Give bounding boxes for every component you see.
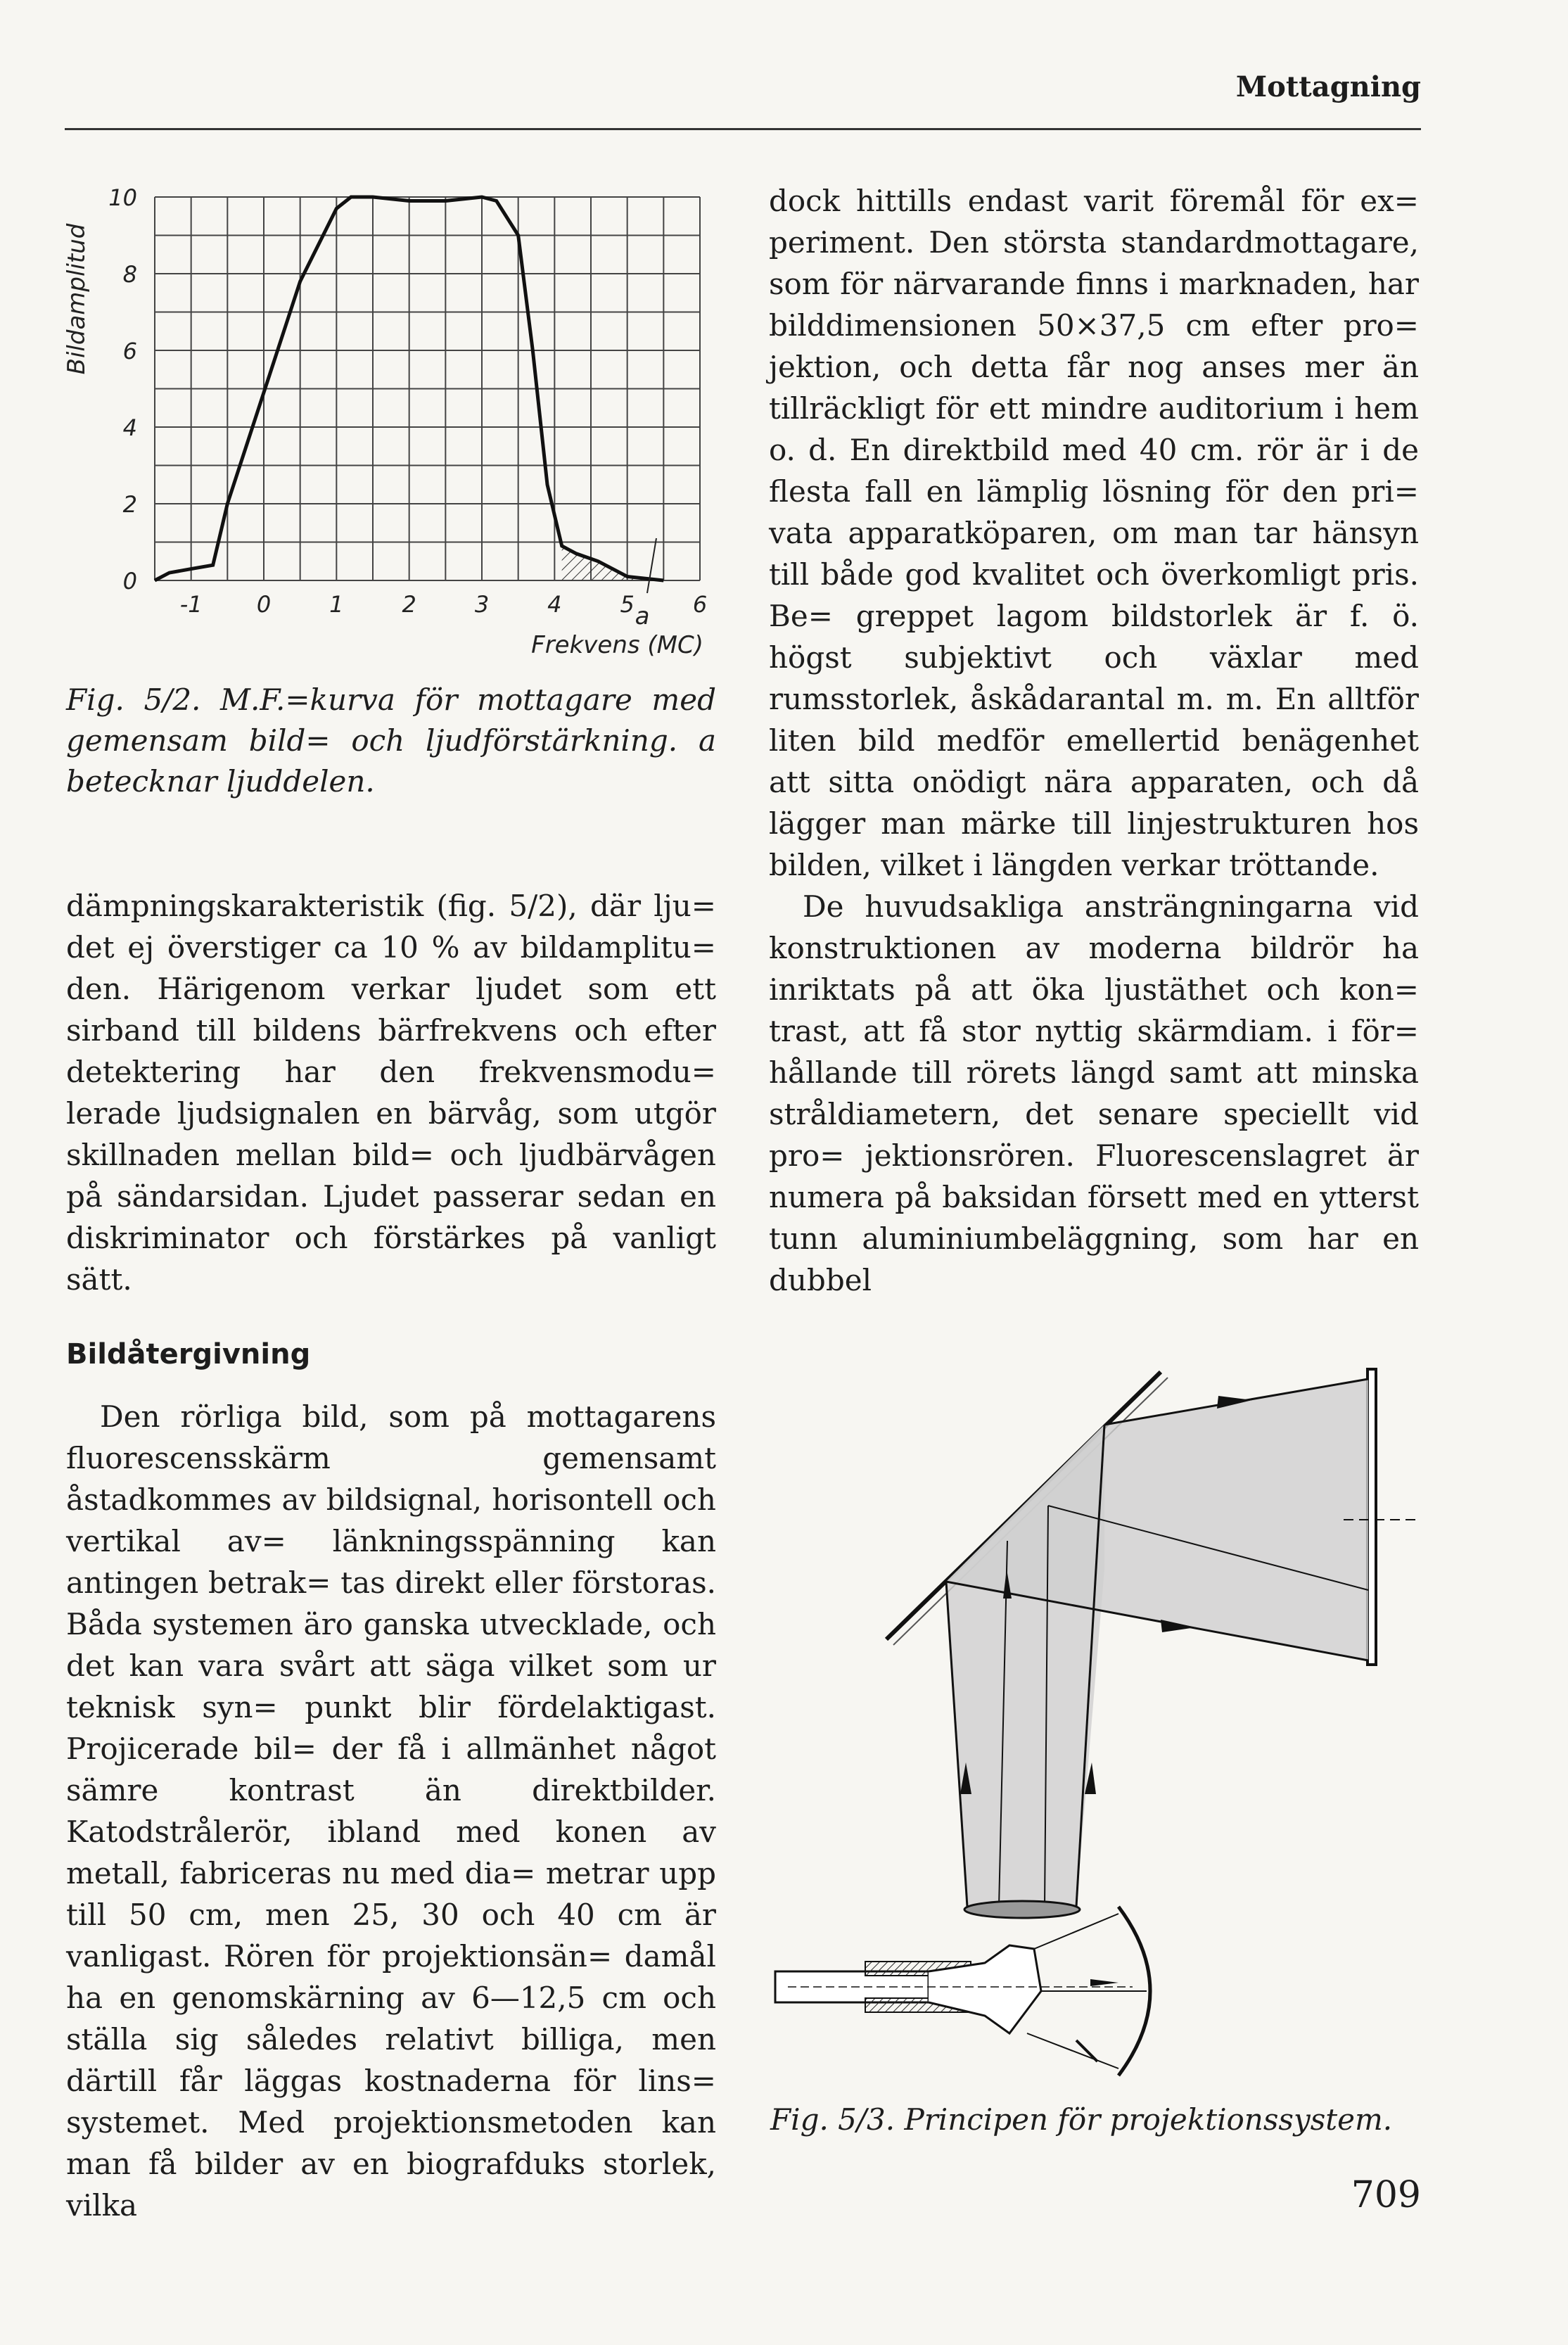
y-tick-label: 8: [122, 261, 137, 288]
x-tick-label: 1: [329, 591, 344, 618]
y-axis-label: Bildamplitud: [63, 223, 91, 375]
fig-5-2-chart: [28, 158, 732, 665]
running-head: Mottagning: [1235, 70, 1421, 103]
y-tick-label: 2: [122, 491, 137, 518]
annotation-a-pointer: [647, 538, 656, 593]
crt-cone: [929, 1945, 1041, 2033]
y-tick-labels: [108, 184, 137, 595]
paragraph: Den rörliga bild, som på mottagarens fluorescensskärm gemensamt åstadkommes av bildsignal, horisontell och vertikal av= länkningsspänning kan antingen betrak= tas direkt eller förstoras. Båda systemen äro ganska utvecklade, och det kan vara svårt att säga vilket som ur teknisk syn= punkt blir fördelaktigast. Projicerade bil= der få i allmänhet något sämre kontrast än direktbilder. Katodstrålerör, ibland med konen av metall, fabriceras nu med dia= metrar upp till 50 cm, men 25, 30 och 40 cm är vanligast. Rören för projektionsän= damål ha en genomskärning av 6—12,5 cm och ställa sig således relativt billiga, men därtill får läggas kostnaderna för lins= systemet. Med projektionsmetoden kan man få bilder av en biografduks storlek, vilka: [66, 1399, 716, 2223]
annotation-a: a: [635, 602, 650, 630]
x-tick-label: 0: [256, 591, 272, 618]
y-tick-label: 6: [122, 338, 137, 364]
paragraph: De huvudsakliga ansträngningarna vid konstruktionen av moderna bildrör ha inriktats på att öka ljustäthet och kon= trast, att få stor nyttig skärmdiam. i för= hållande till rörets längd samt att minska stråldiametern, det senare speciellt vid pro= jektionsrören. Fluorescenslagret är numera på baksidan försett med en ytterst tunn aluminiumbeläggning, som har en dubbel: [769, 889, 1419, 1297]
fig-5-2-caption: Fig. 5/2. M.F.=kurva för mottagare med gemensam bild= och ljudförstärkning. a betecknar ljuddelen.: [66, 682, 716, 799]
section-heading: Bildåtergivning: [66, 1338, 311, 1371]
objective-lens: [964, 1901, 1080, 1918]
header-rule: [65, 128, 1421, 130]
left-column-para-2: [66, 1396, 716, 2226]
x-axis-label: Frekvens (MC): [531, 631, 703, 659]
page-number: 709: [1351, 2174, 1421, 2216]
x-tick-label: -1: [179, 591, 203, 618]
x-tick-label: 2: [402, 591, 416, 618]
y-tick-label: 4: [122, 414, 137, 441]
chart-grid: [155, 197, 700, 580]
right-column-text: [769, 180, 1419, 1301]
left-column-para-1: [66, 885, 716, 1300]
x-tick-labels: [180, 591, 707, 618]
x-tick-label: 3: [474, 591, 490, 618]
x-tick-label: 4: [547, 591, 562, 618]
x-tick-label: 6: [692, 591, 708, 618]
x-tick-label: 5: [620, 591, 635, 618]
fig-5-3-caption: Fig. 5/3. Principen för projektionssystem.: [770, 2102, 1393, 2137]
fig-5-3-diagram: [767, 1358, 1421, 2097]
y-tick-label: 10: [108, 184, 137, 211]
paragraph: dock hittills endast varit föremål för ex= periment. Den största standardmottagare, som för närvarande finns i marknaden, har bilddimensionen 50×37,5 cm efter pro= jektion, och detta får nog anses mer än tillräckligt för ett mindre auditorium i hem o. d. En direktbild med 40 cm. rör är i de flesta fall en lämplig lösning för den pri= vata apparatköparen, om man tar hänsyn till både god kvalitet och överkomligt pris. Be= greppet lagom bildstorlek är f. ö. högst subjektivt och växlar med rumsstorlek, åskådarantal m. m. En alltför liten bild medför emellertid benägenhet att sitta onödigt nära apparaten, och då lägger man märke till linjestrukturen hos bilden, vilket i längden verkar tröttande.: [769, 184, 1419, 882]
projection-screen: [1368, 1369, 1376, 1665]
paragraph: dämpningskarakteristik (fig. 5/2), där lju= det ej överstiger ca 10 % av bildamplitu= den. Härigenom verkar ljudet som ett sirband till bildens bärfrekvens och efter detektering har den frekvensmodu= lerade ljudsignalen en bärvåg, som utgör skillnaden mellan bild= och ljudbärvågen på sändarsidan. Ljudet passerar sedan en diskriminator och förstärkes på vanligt sätt.: [66, 889, 716, 1297]
y-tick-label: 0: [122, 568, 137, 595]
